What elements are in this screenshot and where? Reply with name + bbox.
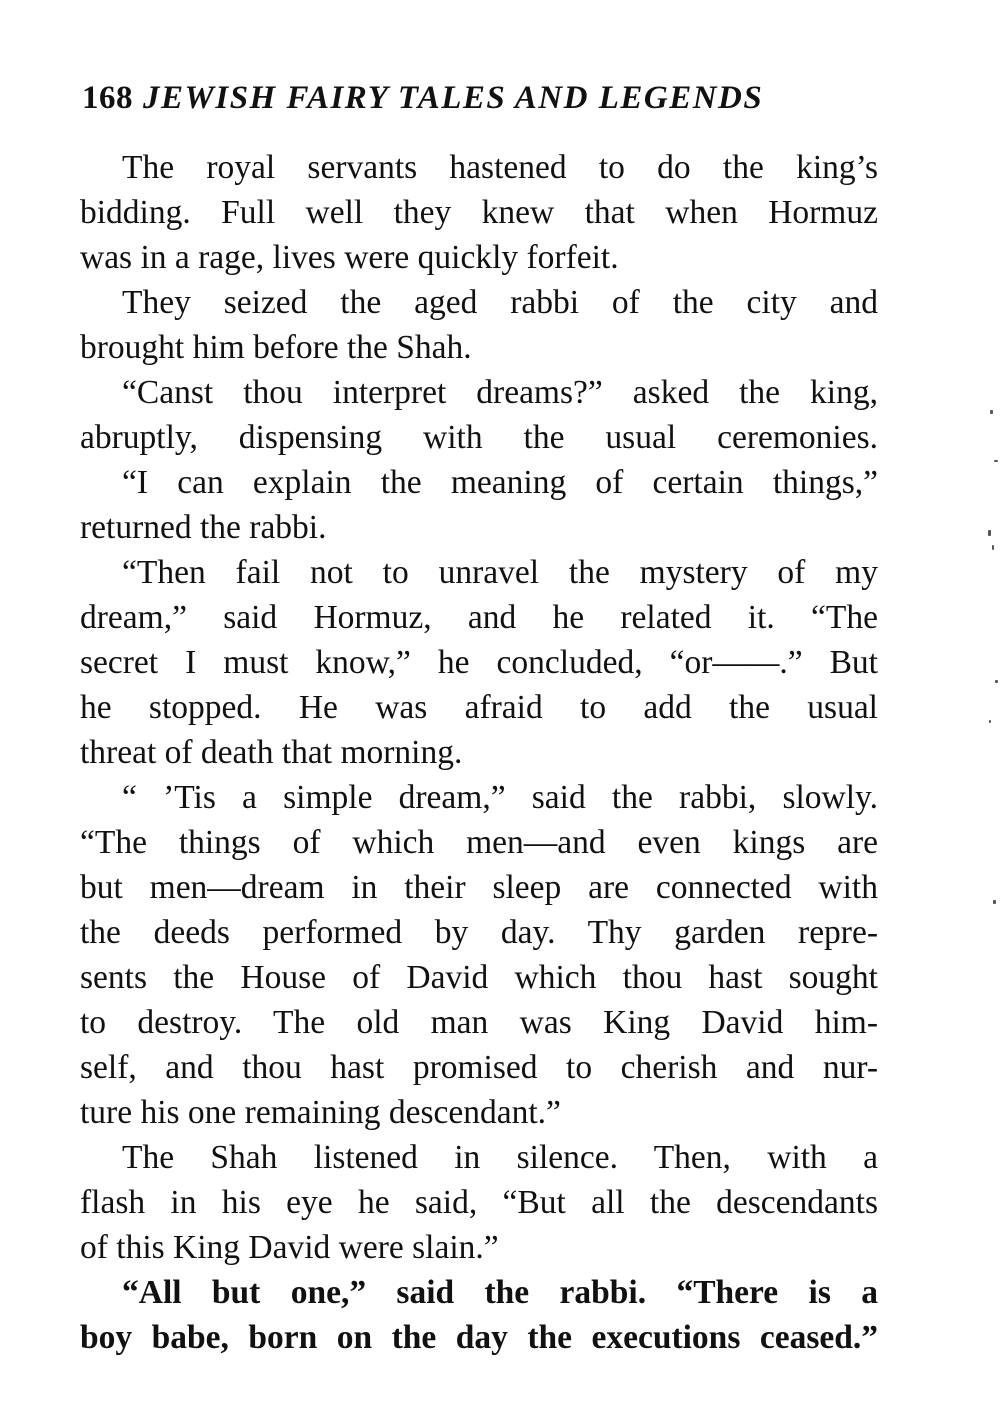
text-line: sents the House of David which thou hast sought bbox=[80, 959, 878, 996]
text-line: ture his one remaining descendant.” bbox=[80, 1094, 561, 1131]
text-line: self, and thou hast promised to cherish and nur- bbox=[80, 1049, 878, 1086]
text-line: abruptly, dispensing with the usual ceremonies. bbox=[80, 419, 878, 456]
text-line: he stopped. He was afraid to add the usual bbox=[80, 689, 878, 726]
scan-speck bbox=[993, 900, 996, 904]
text-line: brought him before the Shah. bbox=[80, 329, 472, 366]
scan-specks bbox=[980, 380, 1000, 980]
scan-speck bbox=[995, 680, 998, 683]
text-line: “ ’Tis a simple dream,” said the rabbi, slowly. bbox=[122, 779, 878, 816]
text-line: bidding. Full well they knew that when Hormuz bbox=[80, 194, 878, 231]
text-line: flash in his eye he said, “But all the descendants bbox=[80, 1184, 878, 1221]
text-line: “Then fail not to unravel the mystery of my bbox=[122, 554, 878, 591]
text-line: but men—dream in their sleep are connected with bbox=[80, 869, 878, 906]
text-line: “Canst thou interpret dreams?” asked the king, bbox=[122, 374, 878, 411]
text-line: “I can explain the meaning of certain things,” bbox=[122, 464, 878, 501]
page-number: 168 bbox=[82, 80, 133, 116]
running-title: JEWISH FAIRY TALES AND LEGENDS bbox=[143, 80, 764, 116]
scan-speck bbox=[989, 720, 991, 723]
text-line: They seized the aged rabbi of the city and bbox=[122, 284, 878, 321]
text-line: of this King David were slain.” bbox=[80, 1229, 499, 1266]
body-text bbox=[80, 145, 878, 1360]
text-line: threat of death that morning. bbox=[80, 734, 463, 771]
text-line: The royal servants hastened to do the king’s bbox=[122, 149, 878, 186]
scan-speck bbox=[988, 530, 991, 536]
text-line: The Shah listened in silence. Then, with a bbox=[122, 1139, 878, 1176]
text-line: “The things of which men—and even kings are bbox=[80, 824, 878, 861]
text-line: the deeds performed by day. Thy garden repre- bbox=[80, 914, 878, 951]
text-line: returned the rabbi. bbox=[80, 509, 327, 546]
scan-speck bbox=[990, 410, 993, 414]
text-line: secret I must know,” he concluded, “or——.” But bbox=[80, 644, 878, 681]
running-head bbox=[82, 74, 882, 122]
scan-speck bbox=[994, 460, 998, 462]
text-line: boy babe, born on the day the executions ceased.” bbox=[80, 1319, 878, 1356]
text-line: was in a rage, lives were quickly forfeit. bbox=[80, 239, 619, 276]
scan-speck bbox=[992, 545, 994, 550]
text-line: “All but one,” said the rabbi. “There is a bbox=[122, 1274, 878, 1311]
text-line: dream,” said Hormuz, and he related it. “The bbox=[80, 599, 878, 636]
text-line: to destroy. The old man was King David him- bbox=[80, 1004, 878, 1041]
